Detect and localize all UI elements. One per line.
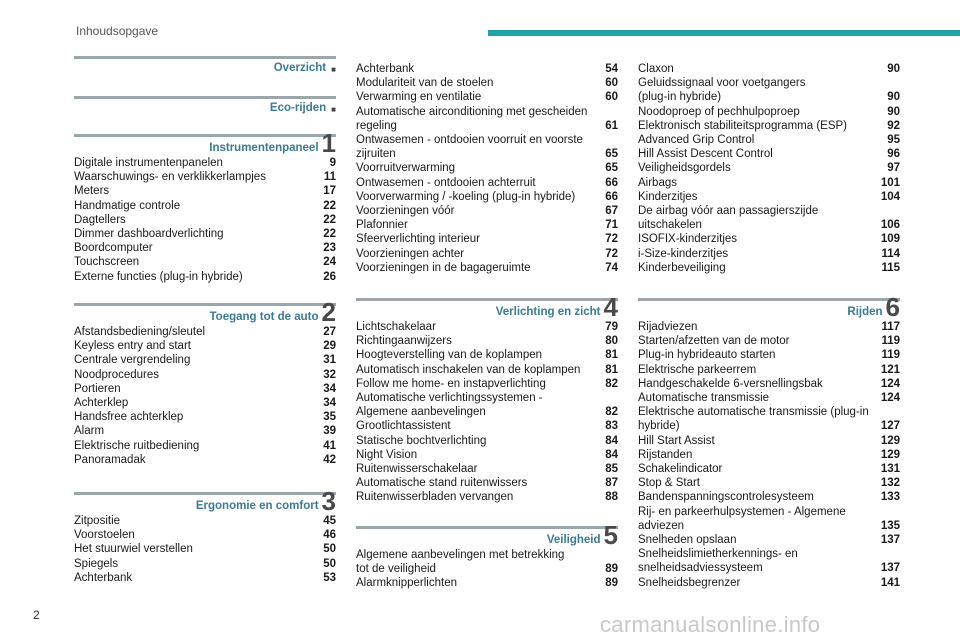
toc-entry-title: i-Size-kinderzitjes (638, 247, 729, 260)
toc-entry-page: 66 (605, 176, 618, 189)
toc-entry-list (356, 548, 618, 591)
toc-entry-page: 109 (880, 233, 900, 246)
toc-entry[interactable] (638, 261, 900, 275)
toc-entry-page: 41 (323, 439, 336, 452)
toc-entry[interactable] (356, 204, 618, 218)
toc-entry-page: 124 (880, 377, 900, 390)
toc-entry-title: Voorzieningen vóór (356, 205, 455, 218)
toc-entry-title: Kinderbeveiliging (638, 261, 726, 274)
chapter-number: 1 (321, 128, 336, 158)
toc-entry[interactable] (638, 363, 900, 377)
toc-entry-page: 80 (605, 335, 618, 348)
toc-entry[interactable] (638, 448, 900, 462)
toc-entry-title: Veiligheidsgordels (638, 162, 731, 175)
toc-entry-page: 89 (605, 577, 618, 590)
toc-entry[interactable] (638, 405, 900, 433)
toc-entry-page: 131 (880, 463, 900, 476)
toc-entry-page: 82 (605, 377, 618, 390)
toc-entry-title: Ontwasemen - ontdooien voorruit en voorste zijruiten (356, 134, 583, 161)
toc-entry-title: Waarschuwings- en verklikkerlampjes (74, 171, 266, 184)
toc-entry-page: 115 (881, 261, 900, 274)
toc-entry-page: 17 (323, 185, 336, 198)
toc-entry-title: Elektrische ruitbediening (74, 439, 200, 452)
toc-entry-page: 23 (323, 242, 336, 255)
toc-entry-page: 119 (881, 349, 900, 362)
toc-entry-title: ISOFIX-kinderzitjes (638, 233, 738, 246)
toc-entry-list (638, 320, 900, 590)
toc-entry-title: Dimmer dashboardverlichting (74, 228, 224, 241)
toc-entry-page: 60 (605, 77, 618, 90)
toc-entry-page: 22 (323, 213, 336, 226)
toc-entry-title: Meters (74, 185, 110, 198)
toc-entry[interactable] (356, 448, 618, 462)
toc-entry-title: Kinderzitjes (638, 190, 698, 203)
section-heading[interactable] (847, 292, 900, 322)
toc-entry[interactable] (74, 542, 336, 556)
toc-entry-page: 121 (880, 363, 900, 376)
toc-entry-title: Dagtellers (74, 213, 126, 226)
toc-entry[interactable] (638, 161, 900, 175)
section-heading[interactable] (546, 520, 618, 550)
toc-entry-page: 87 (605, 477, 618, 490)
toc-entry[interactable] (356, 348, 618, 362)
toc-entry-title: Noodoproep of pechhulpoproep (638, 105, 800, 118)
toc-entry-title: Advanced Grip Control (638, 134, 755, 147)
toc-entry-title: Zitpositie (74, 515, 121, 527)
toc-entry-page: 132 (880, 477, 900, 490)
toc-entry[interactable] (356, 320, 618, 334)
toc-entry-list (356, 62, 618, 275)
toc-entry-title: Bandenspanningscontrolesysteem (638, 491, 814, 504)
toc-entry-page: 45 (323, 515, 336, 527)
toc-entry-title: Alarmknipperlichten (356, 577, 457, 590)
toc-entry[interactable] (74, 528, 336, 542)
chapter-number: 2 (321, 297, 336, 327)
toc-entry[interactable] (356, 218, 618, 232)
toc-entry[interactable] (638, 576, 900, 590)
toc-entry-page: 34 (323, 397, 336, 410)
toc-entry-page: 50 (323, 557, 336, 570)
toc-entry-page: 88 (605, 491, 618, 504)
section-heading[interactable] (274, 62, 336, 74)
toc-entry-title: Voorruitverwarming (356, 162, 456, 175)
toc-entry[interactable] (74, 368, 336, 382)
toc-entry-title: Plafonnier (356, 219, 408, 232)
toc-entry[interactable] (356, 105, 618, 133)
toc-entry-title: Automatische transmissie (638, 392, 770, 405)
toc-entry-page: 39 (323, 425, 336, 438)
toc-entry-title: Geluidssignaal voor voetgangers (plug-in hybride) (638, 77, 806, 104)
toc-entry-title: Claxon (638, 63, 674, 75)
toc-entry-list (638, 62, 900, 275)
toc-entry-title: Handmatige controle (74, 199, 181, 212)
toc-entry-title: Rijadviezen (638, 321, 698, 333)
toc-entry-list (74, 325, 336, 467)
toc-entry-title: Automatische stand ruitenwissers (356, 477, 528, 490)
toc-entry-page: 84 (605, 448, 618, 461)
toc-entry-title: Afstandsbediening/sleutel (74, 326, 206, 338)
toc-entry[interactable] (356, 434, 618, 448)
chapter-number: 5 (603, 520, 618, 550)
toc-entry-title: Automatische verlichtingssystemen - Algemene aanbevelingen (356, 392, 543, 419)
toc-entry-title: De airbag vóór aan passagierszijde uitschakelen (638, 205, 819, 232)
toc-entry[interactable] (638, 204, 900, 232)
toc-entry[interactable] (356, 247, 618, 261)
toc-entry-page: 31 (323, 354, 336, 367)
toc-entry-title: Grootlichtassistent (356, 420, 451, 433)
toc-entry-title: Schakelindicator (638, 463, 723, 476)
toc-entry[interactable] (638, 232, 900, 246)
toc-entry-page: 46 (323, 529, 336, 542)
toc-entry-page: 83 (605, 420, 618, 433)
toc-entry-title: Digitale instrumentenpanelen (74, 157, 223, 169)
toc-entry[interactable] (638, 62, 900, 76)
toc-entry-page: 71 (605, 219, 618, 232)
toc-entry-page: 22 (323, 228, 336, 241)
toc-entry-title: Automatische airconditioning met gescheiden regeling (356, 105, 588, 132)
chapter-number: 4 (603, 292, 618, 322)
section-divider (74, 56, 336, 59)
toc-entry[interactable] (74, 255, 336, 269)
toc-entry-title: Elektronisch stabiliteitsprogramma (ESP) (638, 119, 847, 132)
toc-entry[interactable] (638, 320, 900, 334)
toc-entry-page: 89 (605, 563, 618, 576)
toc-entry[interactable] (356, 490, 618, 504)
toc-entry-page: 53 (323, 571, 336, 584)
toc-entry-title: Stop & Start (638, 477, 701, 490)
toc-entry-title: Achterbank (356, 63, 415, 75)
toc-entry-page: 42 (323, 453, 336, 466)
toc-entry-title: Ruitenwisserschakelaar (356, 463, 478, 476)
toc-entry[interactable] (74, 382, 336, 396)
toc-entry-page: 60 (605, 91, 618, 104)
toc-entry[interactable] (356, 391, 618, 419)
toc-entry-title: Follow me home- en instapverlichting (356, 377, 546, 390)
toc-entry-page: 61 (605, 119, 618, 132)
toc-entry-page: 124 (880, 392, 900, 405)
toc-entry-page: 22 (323, 199, 336, 212)
section-title: Toegang tot de auto (209, 311, 319, 323)
toc-entry[interactable] (356, 462, 618, 476)
toc-entry-page: 26 (323, 270, 336, 283)
toc-entry[interactable] (74, 453, 336, 467)
toc-entry-title: Voorverwarming / -koeling (plug-in hybride) (356, 190, 576, 203)
toc-entry[interactable] (356, 377, 618, 391)
toc-entry-title: Sfeerverlichting interieur (356, 233, 481, 246)
toc-entry-title: Statische bochtverlichting (356, 434, 487, 447)
toc-entry-page: 90 (887, 63, 900, 75)
toc-entry-page: 50 (323, 543, 336, 556)
toc-entry-page: 92 (887, 119, 900, 132)
toc-entry-title: Lichtschakelaar (356, 321, 436, 333)
toc-entry-title: Richtingaanwijzers (356, 335, 452, 348)
toc-entry[interactable] (74, 227, 336, 241)
toc-entry-title: Centrale vergrendeling (74, 354, 191, 367)
toc-entry[interactable] (638, 119, 900, 133)
toc-entry-page: 129 (880, 448, 900, 461)
toc-entry-title: Starten/afzetten van de motor (638, 335, 790, 348)
toc-entry[interactable] (638, 391, 900, 405)
toc-entry[interactable] (638, 105, 900, 119)
toc-entry-page: 74 (605, 261, 618, 274)
toc-entry[interactable] (638, 147, 900, 161)
toc-entry[interactable] (638, 348, 900, 362)
toc-entry[interactable] (638, 547, 900, 575)
toc-entry-page: 106 (880, 219, 900, 232)
toc-entry-page: 67 (605, 205, 618, 218)
toc-entry-title: Voorzieningen in de bagageruimte (356, 261, 531, 274)
toc-entry-page: 27 (323, 326, 336, 338)
toc-entry[interactable] (356, 76, 618, 90)
toc-entry-title: Achterbank (74, 571, 133, 584)
toc-entry[interactable] (356, 133, 618, 161)
toc-entry[interactable] (356, 62, 618, 76)
toc-entry-title: Voorzieningen achter (356, 247, 465, 260)
toc-entry[interactable] (74, 514, 336, 528)
toc-entry-title: Airbags (638, 176, 677, 189)
section-heading[interactable] (209, 128, 336, 158)
toc-entry-page: 82 (605, 406, 618, 419)
toc-entry[interactable] (356, 334, 618, 348)
toc-entry[interactable] (356, 232, 618, 246)
toc-entry[interactable] (638, 505, 900, 533)
toc-entry[interactable] (74, 241, 336, 255)
toc-entry[interactable] (74, 270, 336, 284)
toc-entry-title: Plug-in hybrideauto starten (638, 349, 776, 362)
toc-entry-title: Rij- en parkeerhulpsystemen - Algemene adviezen (638, 505, 846, 532)
toc-entry-page: 104 (880, 190, 900, 203)
toc-entry-page: 65 (605, 162, 618, 175)
toc-entry-page: 72 (605, 233, 618, 246)
toc-entry-page: 90 (887, 105, 900, 118)
toc-entry[interactable] (74, 557, 336, 571)
toc-entry[interactable] (638, 476, 900, 490)
toc-entry-title: Snelheden opslaan (638, 534, 737, 547)
toc-entry-page: 129 (880, 434, 900, 447)
toc-entry-title: Spiegels (74, 557, 119, 570)
toc-entry[interactable] (74, 571, 336, 585)
toc-entry-page: 32 (323, 368, 336, 381)
toc-entry-page: 90 (887, 91, 900, 104)
toc-entry[interactable] (74, 213, 336, 227)
toc-entry-list (74, 514, 336, 585)
toc-entry-title: Elektrische parkeerrem (638, 363, 757, 376)
toc-entry-page: 11 (323, 171, 336, 184)
section-title: Rijden (847, 306, 883, 318)
toc-entry[interactable] (74, 410, 336, 424)
toc-entry-page: 95 (887, 134, 900, 147)
section-heading[interactable] (209, 297, 337, 327)
toc-entry-title: Keyless entry and start (74, 340, 191, 353)
toc-entry-page: 135 (880, 519, 900, 532)
toc-entry-title: Hill Assist Descent Control (638, 148, 773, 161)
toc-entry-title: Handgeschakelde 6-versnellingsbak (638, 377, 823, 390)
toc-entry-page: 54 (605, 63, 618, 75)
chapter-number: 6 (885, 292, 900, 322)
toc-entry[interactable] (356, 261, 618, 275)
toc-entry-list (74, 156, 336, 284)
toc-entry[interactable] (74, 424, 336, 438)
toc-entry-page: 141 (880, 576, 900, 589)
section-title: Instrumentenpaneel (209, 142, 319, 154)
toc-entry-title: Modulariteit van de stoelen (356, 77, 494, 90)
toc-entry[interactable] (638, 434, 900, 448)
toc-entry-page: 133 (880, 491, 900, 504)
toc-entry-page: 97 (887, 162, 900, 175)
toc-entry[interactable] (638, 377, 900, 391)
toc-entry-title: Boordcomputer (74, 242, 153, 255)
toc-entry-page: 66 (605, 190, 618, 203)
toc-entry-title: Elektrische automatische transmissie (plug-in hybride) (638, 406, 869, 433)
section-heading[interactable] (495, 292, 618, 322)
section-heading[interactable] (195, 486, 336, 516)
toc-entry-title: Night Vision (356, 448, 418, 461)
toc-entry-page: 137 (880, 562, 900, 575)
toc-entry[interactable] (638, 490, 900, 504)
watermark: carmanualsonline.info (600, 612, 821, 637)
toc-entry-title: Algemene aanbevelingen met betrekking tot de veiligheid (356, 549, 565, 576)
toc-entry-page: 79 (605, 321, 618, 333)
toc-entry[interactable] (356, 161, 618, 175)
section-title: Veiligheid (546, 534, 601, 546)
toc-entry-title: Automatisch inschakelen van de koplampen (356, 363, 581, 376)
toc-entry[interactable] (356, 176, 618, 190)
toc-entry-title: Snelheidsbegrenzer (638, 576, 741, 589)
toc-entry[interactable] (638, 247, 900, 261)
section-title: Overzicht (273, 62, 327, 74)
toc-entry-title: Panoramadak (74, 453, 146, 466)
toc-entry-list (356, 320, 618, 505)
section-title: Verlichting en zicht (495, 306, 601, 318)
toc-entry[interactable] (74, 199, 336, 213)
toc-entry-title: Rijstanden (638, 448, 693, 461)
toc-entry-page: 34 (323, 382, 336, 395)
toc-entry[interactable] (356, 576, 618, 590)
toc-entry[interactable] (638, 76, 900, 104)
toc-entry-title: Hoogteverstelling van de koplampen (356, 349, 543, 362)
square-bullet-icon: ■ (331, 105, 336, 114)
toc-entry-title: Externe functies (plug-in hybride) (74, 270, 243, 283)
toc-entry-page: 9 (329, 157, 336, 169)
toc-entry-page: 81 (605, 349, 618, 362)
toc-entry[interactable] (638, 176, 900, 190)
toc-entry-page: 127 (880, 420, 900, 433)
header-accent-bar (488, 30, 960, 36)
toc-entry[interactable] (638, 190, 900, 204)
toc-entry[interactable] (74, 325, 336, 339)
header-title: Inhoudsopgave (76, 24, 159, 38)
toc-entry-title: Ontwasemen - ontdooien achterruit (356, 176, 536, 189)
toc-entry-title: Handsfree achterklep (74, 411, 184, 424)
toc-entry-page: 96 (887, 148, 900, 161)
toc-entry[interactable] (74, 339, 336, 353)
toc-entry-title: Het stuurwiel verstellen (74, 543, 193, 556)
toc-entry-page: 24 (323, 256, 336, 269)
toc-entry[interactable] (356, 190, 618, 204)
section-title: Eco-rijden (269, 102, 327, 114)
toc-entry[interactable] (638, 533, 900, 547)
toc-entry-page: 84 (605, 434, 618, 447)
page-number: 2 (33, 608, 40, 622)
toc-entry-page: 137 (880, 534, 900, 547)
toc-entry-page: 81 (605, 363, 618, 376)
toc-entry[interactable] (356, 90, 618, 104)
toc-entry[interactable] (356, 548, 618, 576)
toc-entry-title: Voorstoelen (74, 529, 135, 542)
toc-entry[interactable] (74, 439, 336, 453)
toc-entry-page: 85 (605, 463, 618, 476)
toc-entry-page: 119 (881, 335, 900, 348)
toc-entry-title: Noodprocedures (74, 368, 160, 381)
toc-entry-page: 35 (323, 411, 336, 424)
toc-entry[interactable] (638, 462, 900, 476)
toc-entry[interactable] (74, 156, 336, 170)
toc-entry-title: Achterklep (74, 397, 129, 410)
toc-entry-page: 72 (605, 247, 618, 260)
chapter-number: 3 (321, 486, 336, 516)
toc-entry-title: Alarm (74, 425, 105, 438)
toc-entry-page: 117 (881, 321, 900, 333)
section-heading[interactable] (270, 102, 336, 114)
toc-entry-page: 65 (605, 148, 618, 161)
square-bullet-icon: ■ (331, 65, 336, 74)
toc-entry-page: 101 (880, 176, 900, 189)
toc-entry-title: Ruitenwisserbladen vervangen (356, 491, 514, 504)
toc-entry-title: Verwarming en ventilatie (356, 91, 482, 104)
toc-entry[interactable] (638, 133, 900, 147)
toc-entry[interactable] (74, 396, 336, 410)
toc-entry-title: Portieren (74, 382, 121, 395)
toc-entry-title: Snelheidslimietherkennings- en snelheidsadviessysteem (638, 548, 798, 575)
toc-entry-title: Touchscreen (74, 256, 140, 269)
toc-entry[interactable] (638, 334, 900, 348)
toc-entry-page: 114 (881, 247, 900, 260)
section-divider (74, 96, 336, 99)
toc-entry[interactable] (74, 353, 336, 367)
toc-entry[interactable] (74, 184, 336, 198)
toc-entry[interactable] (356, 363, 618, 377)
toc-entry[interactable] (356, 476, 618, 490)
toc-entry[interactable] (356, 419, 618, 433)
toc-entry-page: 29 (323, 340, 336, 353)
section-title: Ergonomie en comfort (195, 500, 319, 512)
toc-entry[interactable] (74, 170, 336, 184)
toc-entry-title: Hill Start Assist (638, 434, 715, 447)
